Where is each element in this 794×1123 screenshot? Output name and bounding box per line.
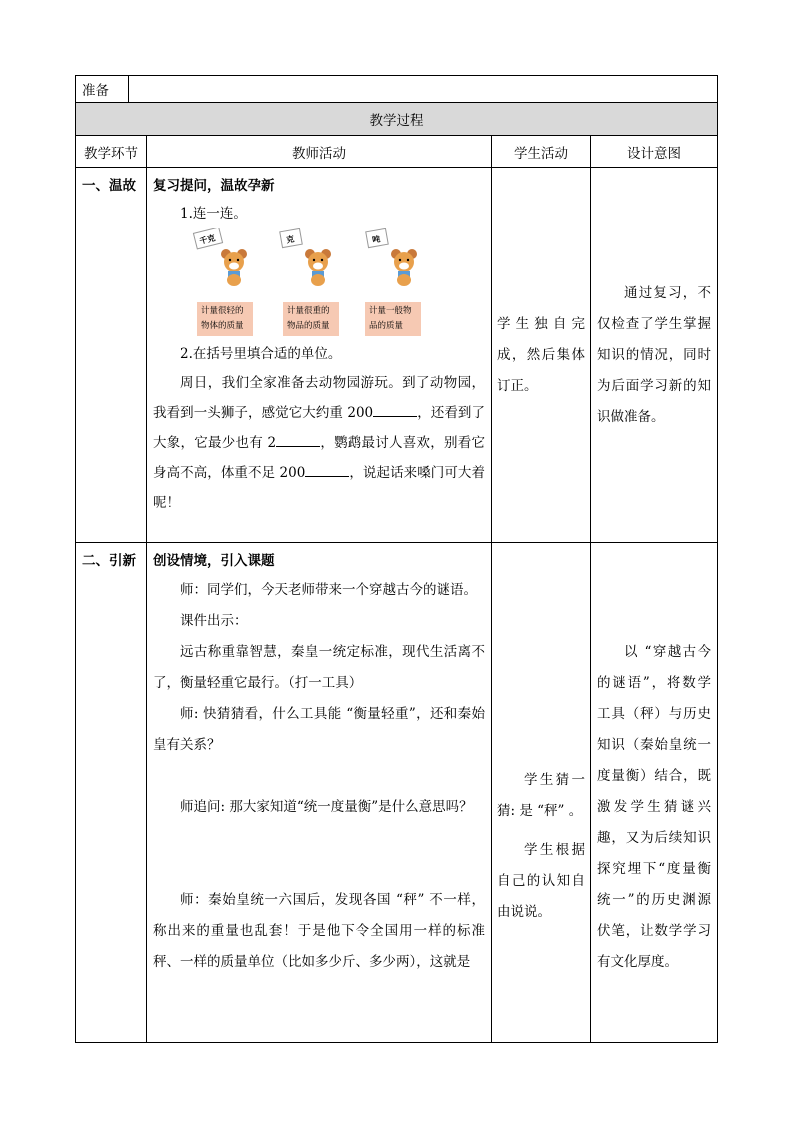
section-title: 教学过程 [75,103,718,136]
bear-sign-1: 千克 [198,233,217,246]
unit-tag-3-line1: 计量一般物 [369,306,412,316]
row2-student-cell [492,543,591,1043]
col-header-intent: 设计意图 [591,136,718,168]
bear-sign-2: 克 [285,234,295,245]
bear-icon [189,228,249,288]
bear-sign-3: 吨 [371,234,381,245]
row2-p4: 师: 快猜猜看，什么工具能 “衡量轻重”，还和秦始皇有关系？ [153,706,485,753]
row2-p6: 师：秦始皇统一六国后，发现各国 “秤” 不一样，称出来的重量也乱套！于是他下令全国用一样的标准秤、一样的质量单位（比如多少斤、多少两），这就是 [153,892,485,970]
unit-tag-3-line2: 品的质量 [369,321,404,331]
row2-stage: 二、引新 [82,553,136,569]
prep-content [129,75,718,103]
row2-student2: 学生根据自己的认知自由说说。 [497,842,585,920]
story-part-b: ，还看到了大象，它最少也有 2 [153,405,485,451]
unit-tag-2-line2: 物品的质量 [287,321,330,331]
answer-blank-3 [305,464,349,477]
row2-stage-cell [75,543,147,1043]
row1-item1: 1.连一连。 [180,206,247,222]
col-header-stage: 教学环节 [75,136,147,168]
unit-tag-3 [365,302,421,336]
lesson-table [75,75,718,1043]
row2-p1: 师：同学们，今天老师带来一个穿越古今的谜语。 [180,582,477,598]
matching-illustration [153,228,485,340]
row2-p5: 师追问: 那大家知道“统一度量衡”是什么意思吗？ [180,799,473,815]
prep-label: 准备 [75,75,129,103]
row2-p3: 远古称重靠智慧，秦皇一统定标准，现代生活离不了，衡量轻重它最行。（打一工具） [153,644,485,691]
row2-heading: 创设情境，引入课题 [153,553,275,569]
col-header-teacher: 教师活动 [147,136,492,168]
row2-student1: 学生猜一猜: 是 “秤” 。 [497,772,585,819]
row1-intent-cell [591,168,718,543]
story-part-d: ，说起话来嗓门可大着呢！ [153,465,485,511]
bear-icon [273,228,333,288]
unit-tag-1-line1: 计量很轻的 [201,306,244,316]
row2-intent-cell [591,543,718,1043]
row1-student-cell [492,168,591,543]
row2-intent: 以 “穿越古今的谜语”，将数学工具（秤）与历史知识（秦始皇统一度量衡）结合，既激发学生猜谜兴趣，又为后续知识探究埋下“度量衡统一”的历史渊源伏笔，让数学学习有文化厚度。 [597,644,711,970]
row2-teacher-cell [147,543,492,1043]
row1-stage-cell [75,168,147,543]
row1-item2: 2.在括号里填合适的单位。 [180,346,342,362]
answer-blank-2 [276,434,320,447]
unit-tag-2 [283,302,339,336]
story-part-a: 周日，我们全家准备去动物园游玩。到了动物园，我看到一头狮子，感觉它大约重 200 [153,375,485,421]
row1-stage: 一、温故 [82,178,136,194]
row1-intent: 通过复习，不仅检查了学生掌握知识的情况，同时为后面学习新的知识做准备。 [597,284,711,425]
unit-tag-1 [197,302,253,336]
col-header-student: 学生活动 [492,136,591,168]
unit-tag-2-line1: 计量很重的 [287,306,330,316]
row1-heading: 复习提问，温故孕新 [153,178,275,194]
bear-icon [359,228,419,288]
row2-p2: 课件出示： [180,613,248,629]
unit-tag-1-line2: 物体的质量 [201,321,244,331]
row1-teacher-cell [147,168,492,543]
row1-student: 学生独自完成，然后集体订正。 [497,315,585,394]
answer-blank-1 [373,404,417,417]
story-part-c: ，鹦鹉最讨人喜欢，别看它身高不高，体重不足 200 [153,435,485,481]
row1-story [153,368,485,518]
